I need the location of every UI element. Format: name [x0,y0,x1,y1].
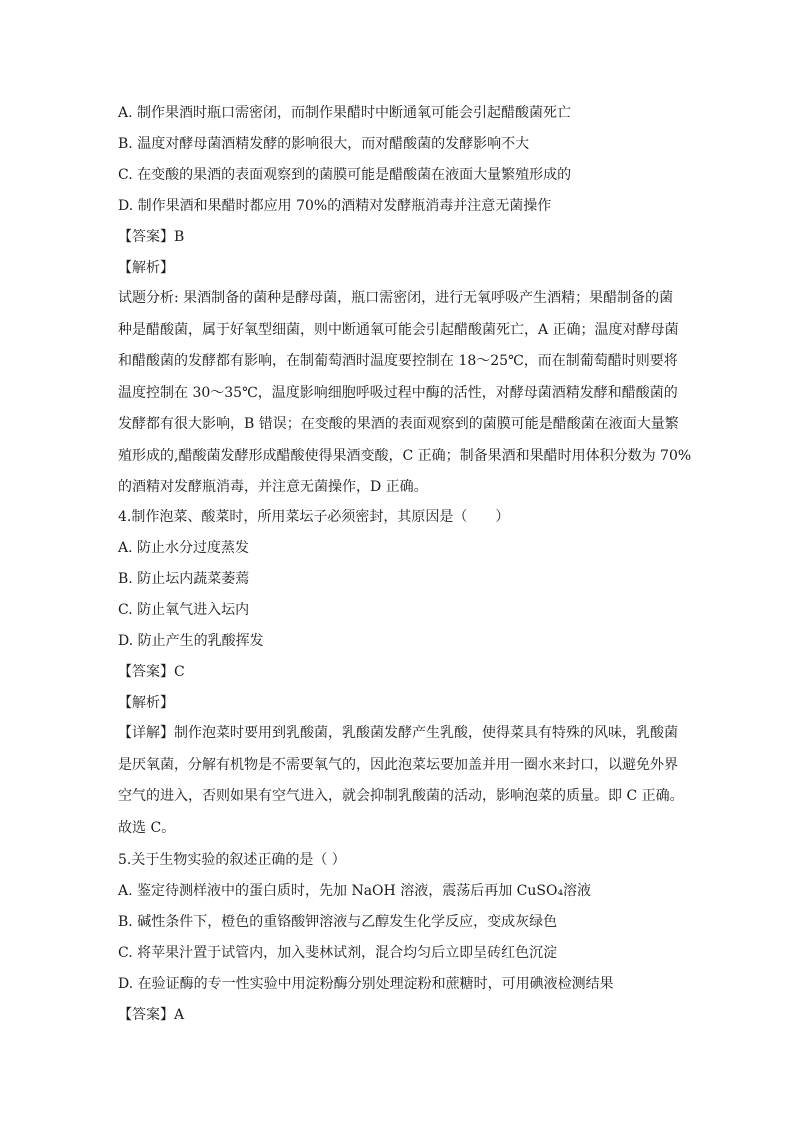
q4-analysis-body [118,718,684,844]
q5-option-c: C. 将苹果汁置于试管内，加入斐林试剂，混合均匀后立即呈砖红色沉淀 [118,945,558,961]
q3-analysis-line: 种是醋酸菌，属于好氧型细菌，则中断通氧可能会引起醋酸菌死亡，A 正确；温度对酵母菌 [118,321,679,338]
q4-analysis-line: 是厌氧菌，分解有机物是不需要氧气的，因此泡菜坛要加盖并用一圈水来封口，以避免外界 [118,756,678,773]
q3-analysis-line: 和醋酸菌的发酵都有影响，在制葡萄酒时温度要控制在 18～25℃，而在制葡萄醋时则要将 [118,353,678,369]
q4-option-b: B. 防止坛内蔬菜萎蔫 [118,571,250,587]
q5-stem: 5.关于生物实验的叙述正确的是（ ） [118,852,346,868]
q3-answer: 【答案】B [118,229,185,245]
q5-option-a: A. 鉴定待测样液中的蛋白质时，先加 NaOH 溶液，震荡后再加 CuSO₄溶液 [118,883,592,899]
q4-analysis-line: 【详解】制作泡菜时要用到乳酸菌，乳酸菌发酵产生乳酸，使得菜具有特殊的风味，乳酸菌 [118,725,678,741]
q3-analysis-line: 殖形成的,醋酸菌发酵形成醋酸使得果酒变酸，C 正确；制备果酒和果醋时用体积分数为 70% [118,447,692,464]
q3-analysis-body [118,283,692,504]
q3-option-b: B. 温度对酵母菌酒精发酵的影响很大，而对醋酸菌的发酵影响不大 [118,136,530,152]
q4-option-c: C. 防止氧气进入坛内 [118,602,250,618]
q4-answer: 【答案】C [118,664,185,680]
q3-option-c: C. 在变酸的果酒的表面观察到的菌膜可能是醋酸菌在液面大量繁殖形成的 [118,167,572,183]
q5-option-b: B. 碱性条件下，橙色的重铬酸钾溶液与乙醇发生化学反应，变成灰绿色 [118,914,558,930]
q3-option-d: D. 制作果酒和果醋时都应用 70%的酒精对发酵瓶消毒并注意无菌操作 [118,198,552,214]
q3-analysis-line: 的酒精对发酵瓶消毒，并注意无菌操作，D 正确。 [118,479,428,495]
q3-option-a: A. 制作果酒时瓶口需密闭，而制作果醋时中断通氧可能会引起醋酸菌死亡 [118,105,572,121]
q3-analysis-line: 试题分析: 果酒制备的菌种是酵母菌，瓶口需密闭，进行无氧呼吸产生酒精；果醋制备的菌 [118,290,674,306]
q4-option-a: A. 防止水分过度蒸发 [118,540,250,556]
q4-analysis-line: 空气的进入，否则如果有空气进入，就会抑制乳酸菌的活动，影响泡菜的质量。即 C 正确。 [118,788,684,804]
q4-option-d: D. 防止产生的乳酸挥发 [118,633,264,649]
q4-analysis-heading: 【解析】 [118,695,174,711]
q4-analysis-line: 故选 C。 [118,819,176,836]
q3-analysis-heading: 【解析】 [118,260,174,276]
q4-stem: 4.制作泡菜、酸菜时，所用菜坛子必须密封，其原因是（ ） [118,509,510,525]
q5-option-d: D. 在验证酶的专一性实验中用淀粉酶分别处理淀粉和蔗糖时，可用碘液检测结果 [118,976,614,992]
q3-analysis-line: 温度控制在 30～35℃，温度影响细胞呼吸过程中酶的活性，对酵母菌酒精发酵和醋酸菌的 [118,384,678,401]
q3-analysis-line: 发酵都有很大影响，B 错误；在变酸的果酒的表面观察到的菌膜可能是醋酸菌在液面大量繁 [118,416,679,432]
q5-answer: 【答案】A [118,1007,185,1023]
